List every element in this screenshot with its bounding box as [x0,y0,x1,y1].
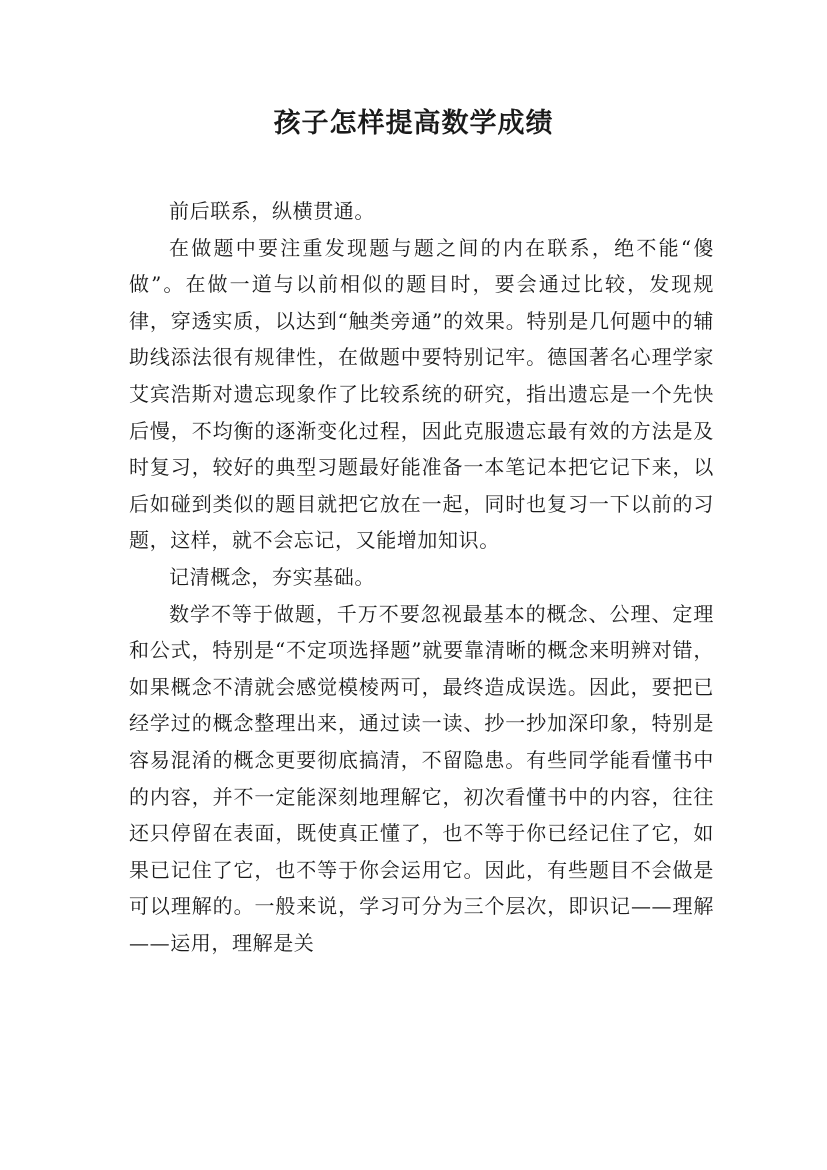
document-body [129,193,714,961]
paragraph-heading-connection: 前后联系，纵横贯通。 [169,199,375,223]
document-title: 孩子怎样提高数学成绩 [273,108,554,139]
paragraph-heading-concepts: 记清概念，夯实基础。 [169,564,375,589]
paragraph-connection-body: 在做题中要注重发现题与题之间的内在联系，绝不能“傻做”。在做一道与以前相似的题目时，要会通过比较，发现规律，穿透实质，以达到“触类旁通”的效果。特别是几何题中的辅助线添法很有规律性，在做题中要特别记牢。德国著名心理学家艾宾浩斯对遗忘现象作了比较系统的研究，指出遗忘是一个先快后慢，不均衡的逐渐变化过程，因此克服遗忘最有效的方法是及时复习，较好的典型习题最好能准备一本笔记本把它记下来，以后如碰到类似的题目就把它放在一起，同时也复习一下以前的习题，这样，就不会忘记，又能增加知识。 [129,235,714,553]
paragraph-concepts-body: 数学不等于做题，千万不要忽视最基本的概念、公理、定理和公式，特别是“不定项选择题”就要靠清晰的概念来明辨对错，如果概念不清就会感觉模棱两可，最终造成误选。因此，要把已经学过的概念整理出来，通过读一读、抄一抄加深印象，特别是容易混淆的概念更要彻底搞清，不留隐患。有些同学能看懂书中的内容，并不一定能深刻地理解它，初次看懂书中的内容，往往还只停留在表面，既使真正懂了，也不等于你已经记住了它，如果已记住了它，也不等于你会运用它。因此，有些题目不会做是可以理解的。一般来说，学习可分为三个层次，即识记——理解——运用，理解是关 [129,601,714,955]
